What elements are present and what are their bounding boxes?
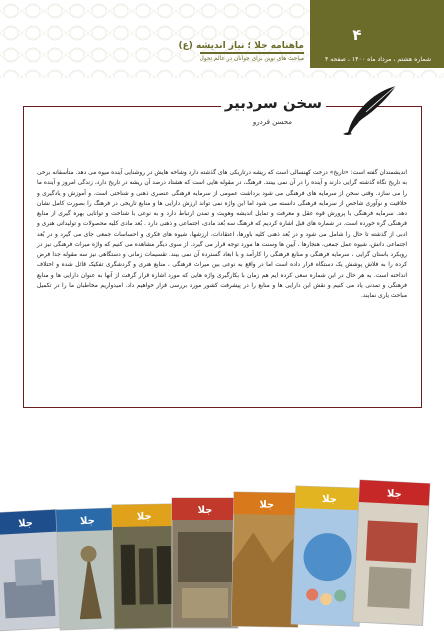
covers-strip	[0, 448, 444, 632]
issue-info: شماره هشتم ، مرداد ماه ۱۴۰۰ ، صفحه ۴	[324, 56, 432, 63]
article-paragraph: اندیشمندان گفته است: «تاریخ» درخت کهنسالی است که ریشه درتاریکی های گذشته دارد وشاخه هایش در روشنایی آینده میوه می دهد. متأسفانه برخی به تاریخ نگاه گذشته گرایی دارند و آینده را در آن نمی بینند. فرهنگ، در مقوله هایی است که هشتاد درصد آن ریشه در تاریخ دارد، زندگی امروز و آینده ما را می سازد. وقتی سخن از سرمایه های فرهنگی می شود برداشت عمومی از سرمایه فرهنگی عنصری ذهنی و شناختی است. و آموزش و یادگیری و خلاقیت و نوآوری شاخص از سرمایه فرهنگی دانسته می شود اما این واژه نمی تواند ارزش دارایی ها و منابع تاریخی در فرهنگ را بصورت کامل نشان دهد. سرمایه فرهنگی با پرورش قوه عقل و معرفت و تمایل اندیشه وهویت و تمدن ارتباط دارد و به نوعی با شناخت و توانایی بهره گیری از منابع فرهنگی گره خورده است. در شماره های قبل اشاره کردیم که فرهنگ سه بُعد مادی، اجتماعی و ذهنی دارد . بُعد مادی کلیه محصولات و تولیداتی هنری و ادبی از گذشته تا حال را شامل می شود و در بُعد ذهنی کلیه باورها، اعتقادات، ارزشها، شیوه های فکری و احساسات جمعی جای می گیرد و در بُعد اجتماعی دانش، شیوه عمل جمعی، هنجارها ، آیین ها وسنت ها مورد توجه قرار می گیرد. از سوی دیگر مشاهده می کنیم که واژه میراث فرهنگی نیز در رویکرد باستان گرایی ، سرمایه فرهنگی و منابع فرهنگی را کارآمد و با ابعاد گسترده آن نمی بیند. تقسیمات زمانی و دستگاهی نیز سه مقوله جدا فرض کرده را به فلاش پوشش یک دستگاه قرار داده است اما در واقع به نوعی بین میراث فرهنگی ، منابع هنری و گردشگری تفکیک قائل شده و اختلاف انداخته است. به هر حال در این شماره سعی کرده ایم هم زمان با بکارگیری واژه هایی که مورد اشاره قرار گرفت از آنها به عنوان دارایی ها و منابع فرهنگی و تمدنی یاد می کنیم و نقش این دارایی ها و منابع را در پیشرفت کشور مورد بررسی قرار خواهیم داد. امیدواریم مخاطبان ما را در تکمیل مباحث یاری نمایند.	[37, 170, 407, 299]
magazine-subtitle: مباحث های نوین برای جوانان در عالم تحول	[199, 56, 304, 62]
cover-masthead: جلا	[386, 488, 402, 501]
magazine-cover	[112, 504, 178, 629]
cover-masthead: جلا	[197, 505, 213, 516]
cover-masthead: جلا	[321, 493, 338, 506]
magazine-cover	[353, 480, 430, 625]
cover-masthead: جلا	[17, 517, 34, 530]
cover-masthead: جلا	[79, 515, 96, 528]
author-name: محسن فردرو	[252, 118, 292, 126]
title-divider	[200, 52, 304, 54]
magazine-title: ماهنامه جلا ؛ نیاز اندیشه (ع)	[178, 41, 304, 51]
magazine-cover	[0, 510, 64, 631]
cover-masthead: جلا	[259, 499, 275, 511]
cover-masthead: جلا	[136, 511, 152, 523]
quill-pen-icon	[340, 84, 398, 136]
magazine-cover	[232, 492, 300, 627]
section-title: سخن سردبیر	[221, 94, 326, 112]
magazine-cover	[172, 498, 238, 628]
article-body	[37, 168, 407, 301]
page-number: ۴	[352, 26, 362, 44]
